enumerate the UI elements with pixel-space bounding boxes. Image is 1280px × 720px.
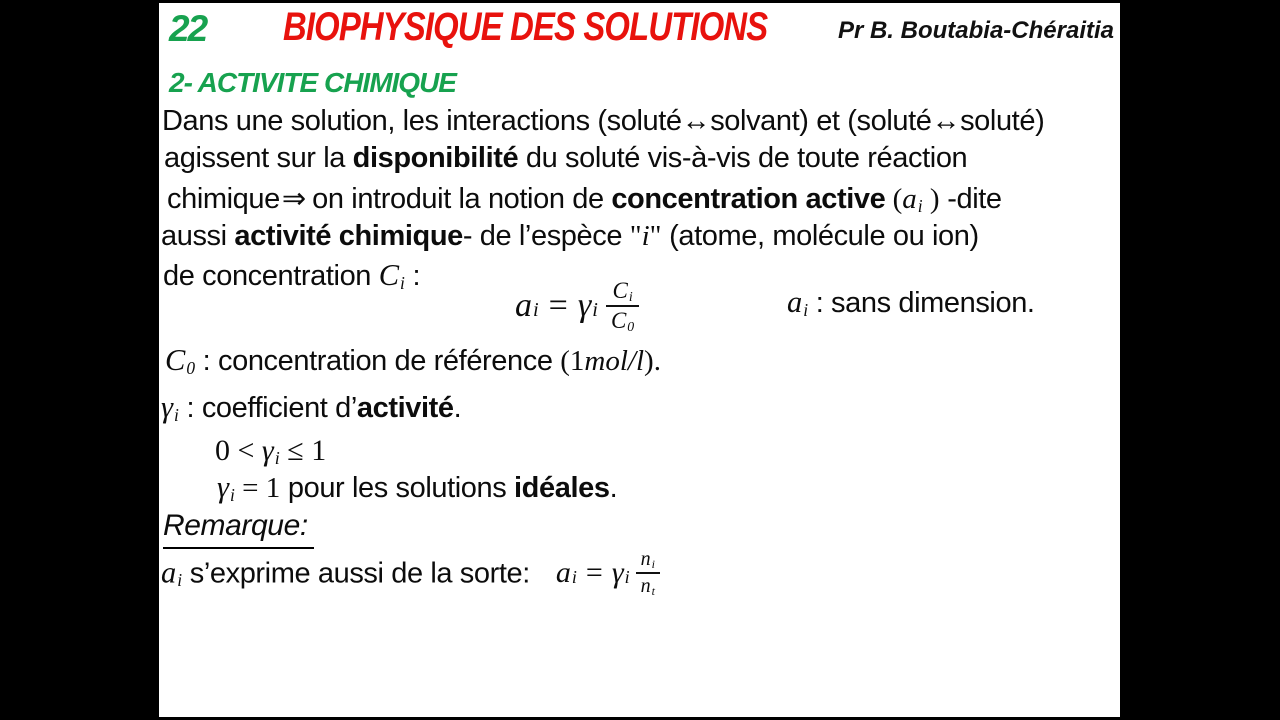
text-segment: du soluté vis-à-vis de toute réaction [518,142,968,174]
text-segment: s’exprime aussi de la sorte: [182,557,530,590]
math-var: i [641,220,650,252]
text-segment: : coefficient d’ [178,392,357,424]
math-subscript: i [174,404,179,425]
implies-arrow-icon: ⇒ [281,183,307,215]
fraction [636,549,660,597]
text-segment: : concentration de référence [195,345,561,377]
math-subscript: i [230,484,235,505]
math-subscript: i [651,556,656,571]
math-var: C [378,258,399,292]
math-subscript: i [624,566,630,587]
fraction [606,279,639,333]
body-line-1-text: Dans une solution, les interactions (soluté↔solvant) et (soluté↔soluté) [162,105,1045,137]
math-var: n [640,548,651,570]
text-segment: : sans dimension. [808,287,1035,319]
math-var: a [787,285,803,319]
quote-mark: " [649,220,662,252]
math-text: = 1 [234,472,281,504]
body-line-4 [161,220,979,253]
math-paren: ). [644,345,661,377]
text-segment: : [404,260,421,292]
bold-segment: concentration active [611,183,886,215]
math-paren: (1 [560,345,585,377]
math-var: γ [261,434,274,467]
fraction-numerator [607,279,637,305]
math-var: γ [217,470,229,504]
math-subscript: i [177,570,183,591]
text-segment: agissent sur la [164,142,353,174]
math-subscript: i [592,299,598,322]
math-var: a [161,555,177,590]
coefficient-line [161,390,461,425]
text-segment: . [609,472,618,504]
math-var: C [165,343,186,377]
inequality-line [215,434,326,469]
equals-sign: = [548,287,568,325]
math-text: ≤ 1 [279,434,327,467]
dimension-note [787,285,1035,320]
math-subscript: 0 [627,319,635,335]
text-segment: pour les solutions [280,472,515,504]
math-text: 0 < [215,434,262,467]
math-paren: ( [885,183,903,215]
quote-mark: " [629,220,642,252]
fraction-denominator [606,305,639,333]
equals-sign: = [585,555,603,589]
math-var: γ [161,390,173,424]
mole-fraction-formula [556,549,660,597]
math-unit: mol/l [584,345,645,377]
math-subscript: i [803,299,809,320]
math-subscript: i [274,447,280,468]
section-heading: 2- ACTIVITE CHIMIQUE [169,67,456,98]
text-segment: aussi [161,220,235,252]
body-line-3 [167,183,1002,216]
math-var: C [612,278,628,303]
math-var: a [902,183,917,215]
bold-segment: activité chimique [234,220,463,252]
bold-segment: activité [356,392,454,424]
math-var: n [640,575,651,597]
math-var: γ [577,287,592,325]
math-var: a [515,287,532,325]
text-segment: . [453,392,462,424]
activity-formula [515,279,639,333]
math-var: γ [611,555,624,589]
remark-body-line [161,548,660,599]
body-line-2 [164,142,967,175]
body-line-5 [163,258,420,293]
math-var: C [610,308,627,334]
math-subscript: i [571,566,577,587]
math-subscript: i [400,272,405,293]
text-segment: de concentration [163,260,379,292]
author-name: Pr B. Boutabia-Chéraitia [837,17,1114,44]
remark-heading [163,509,314,549]
reference-concentration-line [165,343,661,378]
math-paren: ) [922,183,940,215]
remark-label: Remarque: [163,509,314,549]
course-title: BIOPHYSIQUE DES SOLUTIONS [283,5,768,49]
fraction-numerator [636,549,660,572]
math-subscript: i [628,289,633,305]
ideal-solutions-line [217,470,617,505]
math-subscript: t [651,583,656,598]
bold-segment: disponibilité [352,142,519,174]
text-segment: - de l’espèce [462,220,630,252]
fraction-denominator [636,572,660,597]
body-line-1 [162,105,1044,138]
bold-segment: idéales [514,472,610,504]
text-segment: chimique [167,183,280,215]
text-segment: (atome, molécule ou ion) [661,220,979,252]
math-subscript: 0 [186,357,196,378]
math-subscript: i [533,299,539,322]
math-var: a [555,555,571,589]
math-subscript: i [917,195,923,216]
lecture-slide [159,3,1120,717]
text-segment: -dite [939,183,1002,215]
text-segment: on introduit la notion de [312,183,612,215]
page-number: 22 [169,8,207,49]
